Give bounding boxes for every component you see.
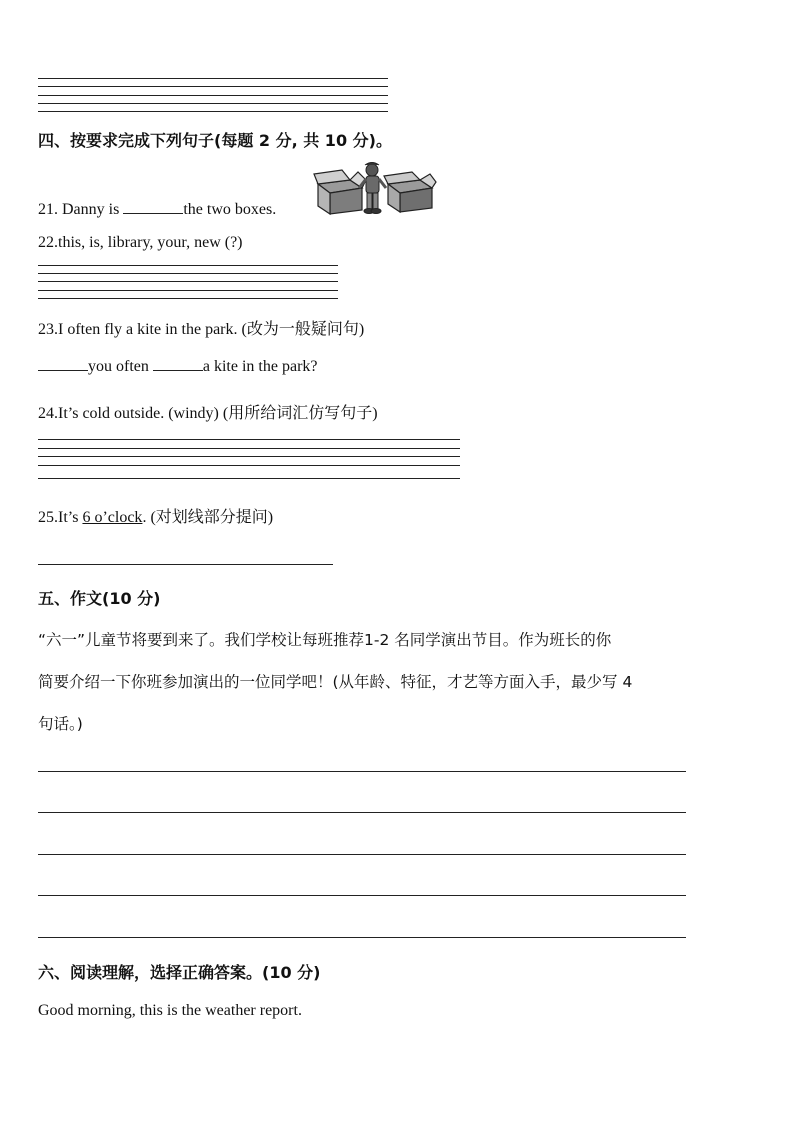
answer-line[interactable] bbox=[38, 290, 338, 291]
left-box-icon bbox=[314, 170, 366, 214]
answer-line[interactable] bbox=[38, 478, 460, 479]
question-23: 23.I often fly a kite in the park. (改为一般疑问句) bbox=[38, 321, 365, 338]
answer-line[interactable] bbox=[38, 103, 388, 104]
q23-line2-end: a kite in the park? bbox=[202, 358, 318, 375]
answer-line[interactable] bbox=[38, 564, 333, 565]
answer-line[interactable] bbox=[38, 86, 388, 87]
reading-passage-line: Good morning, this is the weather report. bbox=[38, 1002, 302, 1019]
q25-prefix: 25.It’s bbox=[38, 509, 83, 526]
answer-line[interactable] bbox=[38, 95, 388, 96]
question-22: 22.this, is, library, your, new (?) bbox=[38, 234, 243, 251]
q23-blank-2[interactable] bbox=[153, 369, 203, 371]
q23-blank-1[interactable] bbox=[38, 369, 88, 371]
composition-prompt-line-3: 句话。) bbox=[38, 715, 83, 733]
q23-line2-mid: you often bbox=[88, 358, 153, 375]
answer-line[interactable] bbox=[38, 111, 388, 112]
section-6-heading: 六、阅读理解，选择正确答案。(10 分) bbox=[38, 963, 321, 982]
answer-line[interactable] bbox=[38, 439, 460, 440]
writing-line[interactable] bbox=[38, 937, 686, 938]
answer-line[interactable] bbox=[38, 456, 460, 457]
question-25 bbox=[38, 504, 273, 527]
writing-line[interactable] bbox=[38, 771, 686, 772]
q25-underlined: 6 o’clock bbox=[82, 509, 143, 526]
writing-line[interactable] bbox=[38, 854, 686, 855]
section-4-heading: 四、按要求完成下列句子(每题 2 分, 共 10 分)。 bbox=[38, 131, 392, 150]
composition-prompt-line-1: “六一”儿童节将要到来了。我们学校让每班推荐1-2 名同学演出节目。作为班长的你 bbox=[38, 631, 612, 649]
q21-blank[interactable] bbox=[123, 212, 183, 214]
boy-between-two-boxes-icon bbox=[312, 160, 440, 216]
answer-line[interactable] bbox=[38, 281, 338, 282]
writing-line[interactable] bbox=[38, 895, 686, 896]
question-24: 24.It’s cold outside. (windy) (用所给词汇仿写句子) bbox=[38, 405, 378, 422]
q21-before: 21. Danny is bbox=[38, 201, 124, 218]
question-23-answer bbox=[38, 358, 318, 376]
writing-line[interactable] bbox=[38, 812, 686, 813]
composition-prompt-line-2: 简要介绍一下你班参加演出的一位同学吧！(从年龄、特征，才艺等方面入手，最少写 4 bbox=[38, 673, 633, 691]
answer-line[interactable] bbox=[38, 465, 460, 466]
section-5-heading: 五、作文(10 分) bbox=[38, 589, 161, 608]
q21-after: the two boxes. bbox=[183, 201, 277, 218]
right-box-icon bbox=[384, 172, 436, 212]
answer-line[interactable] bbox=[38, 265, 338, 266]
answer-line[interactable] bbox=[38, 273, 338, 274]
question-21 bbox=[38, 201, 276, 219]
answer-line[interactable] bbox=[38, 298, 338, 299]
answer-line[interactable] bbox=[38, 78, 388, 79]
q25-suffix: . (对划线部分提问) bbox=[142, 509, 274, 526]
answer-line[interactable] bbox=[38, 448, 460, 449]
